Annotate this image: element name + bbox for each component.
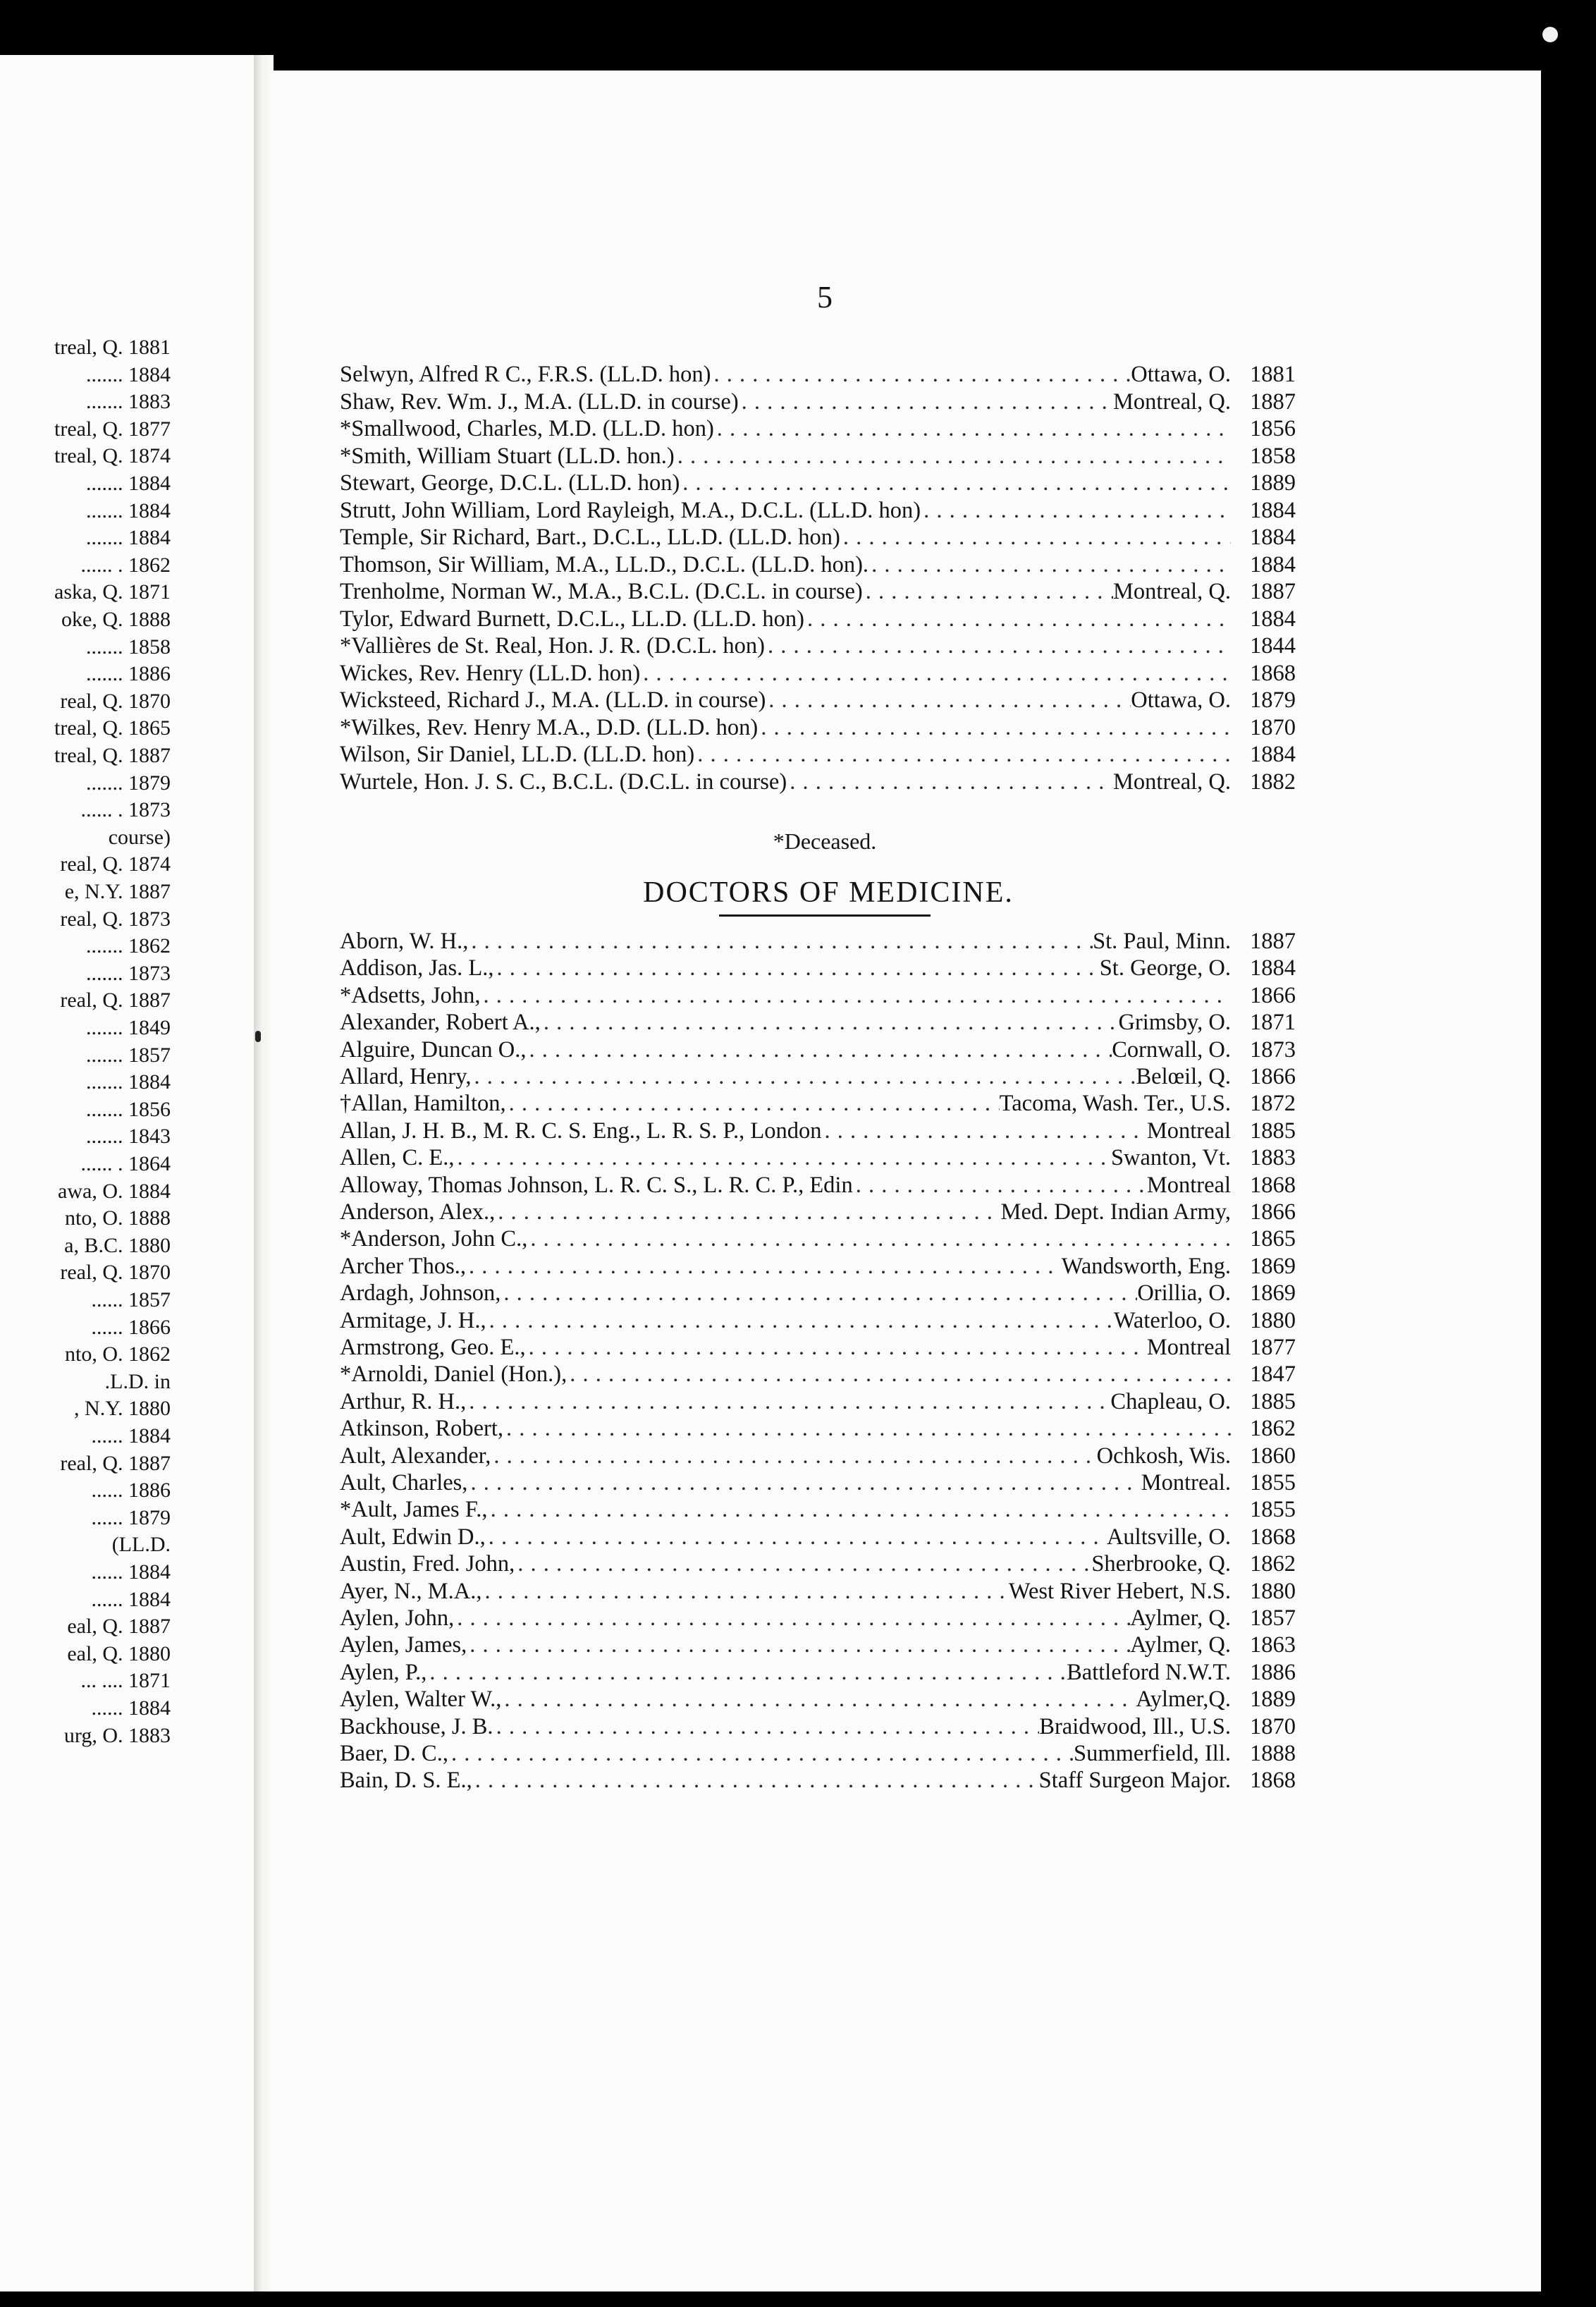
entry-year: 1877 <box>1250 1335 1296 1360</box>
entry-name: Bain, D. S. E., <box>340 1768 472 1794</box>
dot-leader <box>765 633 1231 659</box>
entry-name: Ardagh, Johnson, <box>340 1280 501 1307</box>
entry-row <box>340 389 1296 415</box>
entry-row <box>340 498 1296 524</box>
entry-row <box>340 769 1296 795</box>
entry-year: 1858 <box>1250 443 1296 469</box>
dot-leader <box>503 1416 1231 1442</box>
entry-place: Montreal <box>1146 1335 1231 1360</box>
facing-page-line: nto, O. 1888 <box>65 1206 171 1230</box>
facing-page-line: ....... 1884 <box>86 472 171 495</box>
entry-name: Aylen, P., <box>340 1659 427 1685</box>
facing-page-line: , N.Y. 1880 <box>74 1397 171 1421</box>
entry-name: †Allan, Hamilton, <box>340 1091 506 1117</box>
entry-place: St. George, O. <box>1099 955 1231 981</box>
entry-name: Ault, Charles, <box>340 1470 468 1495</box>
entry-year: 1870 <box>1250 714 1296 740</box>
dot-leader <box>468 929 1093 955</box>
dot-leader <box>711 362 1131 388</box>
entry-row <box>340 1064 1296 1090</box>
entry-year: 1866 <box>1250 1064 1296 1089</box>
heading-underline <box>719 914 931 917</box>
facing-page-line: ...... 1884 <box>91 1560 171 1584</box>
entry-row <box>340 470 1296 496</box>
entry-year: 1882 <box>1250 769 1296 795</box>
entry-name: Shaw, Rev. Wm. J., M.A. (LL.D. in course) <box>340 388 739 415</box>
facing-page-line: ...... . 1862 <box>80 553 171 577</box>
deceased-footnote: *Deceased. <box>773 828 877 854</box>
entry-name: Ault, Edwin D., <box>340 1524 486 1550</box>
entry-row <box>340 983 1296 1009</box>
dot-leader <box>466 1389 1110 1415</box>
facing-page-line: real, Q. 1870 <box>60 1261 171 1285</box>
entry-year: 1855 <box>1250 1470 1296 1495</box>
entry-name: *Vallières de St. Real, Hon. J. R. (D.C.L. hon) <box>340 633 765 659</box>
entry-row <box>340 362 1296 388</box>
entry-year: 1865 <box>1250 1226 1296 1252</box>
entry-year: 1887 <box>1250 929 1296 954</box>
entry-name: *Anderson, John C., <box>340 1226 528 1252</box>
entry-row <box>340 579 1296 605</box>
entry-name: *Smith, William Stuart (LL.D. hon.) <box>340 443 675 469</box>
entry-row <box>340 955 1296 981</box>
dot-leader <box>758 715 1231 741</box>
entry-year: 1885 <box>1250 1118 1296 1144</box>
entry-year: 1889 <box>1250 470 1296 496</box>
entry-year: 1860 <box>1250 1443 1296 1469</box>
entry-name: Trenholme, Norman W., M.A., B.C.L. (D.C.L. in course) <box>340 579 863 604</box>
entry-year: 1856 <box>1250 416 1296 441</box>
facing-page-line: ...... 1884 <box>91 1424 171 1448</box>
margin-ink-mark <box>255 1031 261 1042</box>
dot-leader <box>567 1361 1231 1388</box>
entry-row <box>340 1551 1296 1577</box>
entry-row <box>340 1605 1296 1632</box>
entry-year: 1871 <box>1250 1010 1296 1036</box>
entry-name: Wickes, Rev. Henry (LL.D. hon) <box>340 660 641 686</box>
facing-page-line: treal, Q. 1887 <box>54 744 171 767</box>
entry-row <box>340 633 1296 659</box>
facing-page-line: urg, O. 1883 <box>63 1723 171 1747</box>
facing-page-line: ...... 1857 <box>91 1288 171 1311</box>
entry-row <box>340 1335 1296 1361</box>
dot-leader <box>527 1226 1231 1252</box>
entry-name: Selwyn, Alfred R C., F.R.S. (LL.D. hon) <box>340 362 711 387</box>
dot-leader <box>482 1579 1009 1605</box>
dot-leader <box>472 1064 1136 1090</box>
facing-page-line: treal, Q. 1865 <box>54 716 171 740</box>
dot-leader <box>840 525 1231 551</box>
entry-name: Aborn, W. H., <box>340 929 469 954</box>
entry-year: 1855 <box>1250 1497 1296 1523</box>
entry-place: Montreal, Q. <box>1113 388 1231 415</box>
dot-leader <box>804 606 1231 632</box>
entry-row <box>340 1308 1296 1334</box>
entry-name: Aylen, James, <box>340 1632 467 1658</box>
facing-page-line: ....... 1858 <box>86 635 171 659</box>
dot-leader <box>853 1173 1147 1199</box>
entry-place: Grimsby, O. <box>1118 1010 1231 1036</box>
entry-year: 1868 <box>1250 1172 1296 1198</box>
facing-page-line: ....... 1857 <box>86 1043 171 1067</box>
entry-name: Wilson, Sir Daniel, LL.D. (LL.D. hon) <box>340 742 695 767</box>
entry-row <box>340 606 1296 632</box>
entry-row <box>340 1660 1296 1686</box>
dot-leader <box>921 498 1231 524</box>
dot-leader <box>467 1470 1141 1496</box>
facing-page-line: ....... 1873 <box>86 961 171 985</box>
entry-year: 1884 <box>1250 742 1296 767</box>
dot-leader <box>501 1687 1136 1713</box>
dot-leader <box>454 1145 1110 1171</box>
dot-leader <box>675 443 1231 470</box>
dot-leader <box>787 769 1113 795</box>
entry-place: Tacoma, Wash. Ter., U.S. <box>999 1091 1231 1117</box>
entry-place: Montreal <box>1146 1118 1231 1144</box>
entry-year: 1884 <box>1250 525 1296 550</box>
entry-year: 1887 <box>1250 579 1296 604</box>
dot-leader <box>454 1605 1130 1632</box>
facing-page-line: e, N.Y. 1887 <box>64 880 171 903</box>
facing-page-line: ....... 1886 <box>86 662 171 686</box>
entry-year: 1885 <box>1250 1388 1296 1414</box>
entry-place: St. Paul, Minn. <box>1093 929 1231 954</box>
dot-leader <box>495 1199 1000 1225</box>
entry-year: 1884 <box>1250 497 1296 523</box>
entry-name: Armstrong, Geo. E., <box>340 1335 526 1360</box>
facing-page-line: .L.D. in <box>104 1369 171 1393</box>
entry-row <box>340 1199 1296 1225</box>
facing-page-line: real, Q. 1870 <box>60 689 171 713</box>
entry-row <box>340 1443 1296 1469</box>
entry-year: 1884 <box>1250 955 1296 981</box>
entry-row <box>340 1714 1296 1740</box>
entry-row <box>340 1118 1296 1144</box>
entry-name: Austin, Fred. John, <box>340 1551 515 1577</box>
dot-leader <box>481 983 1231 1009</box>
entry-row <box>340 1389 1296 1415</box>
entry-year: 1883 <box>1250 1145 1296 1171</box>
facing-page-line: ....... 1884 <box>86 362 171 386</box>
dot-leader <box>506 1091 1000 1117</box>
entry-name: Aylen, John, <box>340 1605 455 1631</box>
entry-name: *Arnoldi, Daniel (Hon.), <box>340 1361 567 1388</box>
entry-row <box>340 1010 1296 1036</box>
entry-place: Wandsworth, Eng. <box>1061 1253 1231 1279</box>
entry-place: Ochkosh, Wis. <box>1096 1443 1231 1469</box>
entry-name: Tylor, Edward Burnett, D.C.L., LL.D. (LL.D. hon) <box>340 606 804 632</box>
entry-row <box>340 715 1296 741</box>
entry-year: 1862 <box>1250 1551 1296 1577</box>
facing-page-line: real, Q. 1887 <box>60 1451 171 1475</box>
entry-row <box>340 1280 1296 1307</box>
facing-page-line: ....... 1883 <box>86 390 171 414</box>
dot-leader <box>488 1497 1231 1523</box>
entry-row <box>340 687 1296 714</box>
facing-page-line: real, Q. 1873 <box>60 907 171 931</box>
entry-name: Alguire, Duncan O., <box>340 1036 527 1063</box>
entry-place: Battleford N.W.T. <box>1067 1659 1231 1685</box>
entry-year: 1866 <box>1250 1199 1296 1225</box>
facing-page-line: ....... 1884 <box>86 498 171 522</box>
entry-place: Summerfield, Ill. <box>1074 1741 1231 1766</box>
dot-leader <box>739 389 1113 415</box>
facing-page-line: ...... 1884 <box>91 1696 171 1720</box>
section-heading: DOCTORS OF MEDICINE. <box>643 876 1014 909</box>
entry-row <box>340 1416 1296 1442</box>
facing-page-line: oke, Q. 1888 <box>61 608 171 631</box>
entry-row <box>340 1632 1296 1658</box>
entry-year: 1868 <box>1250 1768 1296 1794</box>
entry-place: Montreal, Q. <box>1113 769 1231 795</box>
dot-leader <box>714 416 1231 442</box>
entry-name: Allen, C. E., <box>340 1145 455 1171</box>
entry-year: 1869 <box>1250 1253 1296 1279</box>
entry-year: 1869 <box>1250 1280 1296 1307</box>
entry-year: 1863 <box>1250 1632 1296 1658</box>
entry-name: Temple, Sir Richard, Bart., D.C.L., LL.D. (LL.D. hon) <box>340 525 840 550</box>
entry-name: Stewart, George, D.C.L. (LL.D. hon) <box>340 470 680 496</box>
entry-row <box>340 1741 1296 1767</box>
entry-year: 1879 <box>1250 687 1296 713</box>
entry-row <box>340 1145 1296 1171</box>
facing-page-line: real, Q. 1874 <box>60 852 171 876</box>
facing-page-line: ...... 1866 <box>91 1315 171 1339</box>
dot-leader <box>526 1335 1147 1361</box>
entry-name: *Adsetts, John, <box>340 982 481 1008</box>
entry-place: Chapleau, O. <box>1110 1388 1231 1414</box>
entry-name: Baer, D. C., <box>340 1741 448 1766</box>
facing-page-line: ....... 1884 <box>86 1070 171 1094</box>
entry-name: Atkinson, Robert, <box>340 1416 504 1442</box>
entry-year: 1857 <box>1250 1605 1296 1631</box>
entry-name: Backhouse, J. B. <box>340 1713 493 1739</box>
entry-place: Swanton, Vt. <box>1110 1145 1231 1171</box>
entry-name: *Wilkes, Rev. Henry M.A., D.D. (LL.D. hon) <box>340 714 759 740</box>
dot-leader <box>515 1551 1091 1577</box>
dot-leader <box>680 470 1231 496</box>
entry-year: 1847 <box>1250 1361 1296 1388</box>
entry-row <box>340 443 1296 470</box>
entry-name: Strutt, John William, Lord Rayleigh, M.A., D.C.L. (LL.D. hon) <box>340 497 921 523</box>
entry-name: Thomson, Sir William, M.A., LL.D., D.C.L. (LL.D. hon). <box>340 551 869 577</box>
facing-page-line: ... .... 1871 <box>80 1669 171 1693</box>
dot-leader <box>493 1714 1040 1740</box>
facing-page-line: ....... 1884 <box>86 526 171 550</box>
entry-year: 1881 <box>1250 362 1296 387</box>
entry-row <box>340 1361 1296 1388</box>
entry-name: Wurtele, Hon. J. S. C., B.C.L. (D.C.L. in course) <box>340 769 787 795</box>
entry-name: Archer Thos., <box>340 1253 467 1279</box>
entry-place: Waterloo, O. <box>1113 1307 1231 1333</box>
entry-year: 1844 <box>1250 633 1296 659</box>
facing-page-line: real, Q. 1887 <box>60 989 171 1012</box>
page-gutter <box>254 55 274 2291</box>
dot-leader <box>486 1524 1107 1550</box>
entry-year: 1884 <box>1250 606 1296 632</box>
entry-year: 1884 <box>1250 551 1296 577</box>
entry-place: Montreal <box>1146 1172 1231 1198</box>
entry-row <box>340 661 1296 687</box>
scan-corner-mark <box>1542 27 1558 42</box>
entry-row <box>340 1768 1296 1794</box>
facing-page-line: course) <box>108 825 171 849</box>
entry-place: Aultsville, O. <box>1106 1524 1231 1550</box>
facing-page-line: ...... 1886 <box>91 1479 171 1503</box>
entry-name: Alexander, Robert A., <box>340 1010 541 1036</box>
entry-name: Addison, Jas. L., <box>340 955 494 981</box>
facing-page-line: awa, O. 1884 <box>58 1179 171 1203</box>
dot-leader <box>472 1768 1039 1794</box>
entry-name: Aylen, Walter W., <box>340 1687 502 1713</box>
facing-page-line: ...... . 1873 <box>80 798 171 822</box>
facing-page-line: treal, Q. 1877 <box>54 417 171 441</box>
entry-row <box>340 525 1296 551</box>
entry-name: Anderson, Alex., <box>340 1199 496 1225</box>
facing-page-line: aska, Q. 1871 <box>54 580 171 604</box>
entry-name: Ayer, N., M.A., <box>340 1578 482 1604</box>
entry-year: 1888 <box>1250 1741 1296 1766</box>
entry-row <box>340 1254 1296 1280</box>
entry-year: 1873 <box>1250 1036 1296 1063</box>
entry-place: Orillia, O. <box>1137 1280 1231 1307</box>
dot-leader <box>486 1308 1114 1334</box>
facing-page-line: eal, Q. 1887 <box>67 1615 171 1639</box>
facing-page-line: eal, Q. 1880 <box>67 1641 171 1665</box>
entry-name: Allard, Henry, <box>340 1064 472 1089</box>
facing-page-line: ....... 1856 <box>86 1097 171 1121</box>
entry-place: Belœil, Q. <box>1136 1064 1231 1089</box>
entry-place: Aylmer, Q. <box>1130 1632 1231 1658</box>
entry-row <box>340 1579 1296 1605</box>
facing-page-line: ...... . 1864 <box>80 1152 171 1175</box>
entry-name: Alloway, Thomas Johnson, L. R. C. S., L. R. C. P., Edin <box>340 1172 853 1198</box>
entry-name: Armitage, J. H., <box>340 1307 486 1333</box>
facing-page-fragment <box>0 55 254 2291</box>
dot-leader <box>493 955 1099 981</box>
entry-year: 1889 <box>1250 1687 1296 1713</box>
entry-row <box>340 1091 1296 1117</box>
entry-year: 1872 <box>1250 1091 1296 1117</box>
dot-leader <box>863 579 1113 605</box>
facing-page-line: nto, O. 1862 <box>65 1342 171 1366</box>
entry-place: Staff Surgeon Major. <box>1038 1768 1231 1794</box>
facing-page-line: treal, Q. 1874 <box>54 444 171 468</box>
entry-place: Ottawa, O. <box>1131 362 1231 387</box>
entry-row <box>340 1173 1296 1199</box>
facing-page-line: ...... 1879 <box>91 1505 171 1529</box>
entry-row <box>340 552 1296 578</box>
entry-name: *Smallwood, Charles, M.D. (LL.D. hon) <box>340 416 714 441</box>
page-number: 5 <box>817 280 833 314</box>
entry-place: Aylmer,Q. <box>1136 1687 1231 1713</box>
entry-name: *Ault, James F., <box>340 1497 488 1523</box>
entry-place: Aylmer, Q. <box>1130 1605 1231 1631</box>
entry-place: Cornwall, O. <box>1112 1036 1231 1063</box>
facing-page-line: (LL.D. <box>111 1533 171 1557</box>
entry-row <box>340 1497 1296 1523</box>
entry-row <box>340 929 1296 955</box>
entry-year: 1868 <box>1250 660 1296 686</box>
dot-leader <box>766 687 1131 714</box>
entry-year: 1886 <box>1250 1659 1296 1685</box>
facing-page-line: ....... 1849 <box>86 1016 171 1039</box>
dot-leader <box>541 1010 1119 1036</box>
entry-row <box>340 1470 1296 1496</box>
facing-page-line: ....... 1879 <box>86 771 171 795</box>
entry-place: Braidwood, Ill., U.S. <box>1039 1713 1231 1739</box>
entry-year: 1880 <box>1250 1578 1296 1604</box>
dot-leader <box>491 1443 1096 1469</box>
entry-place: Ottawa, O. <box>1131 687 1231 713</box>
entry-year: 1887 <box>1250 388 1296 415</box>
entry-row <box>340 1687 1296 1713</box>
facing-page-line: ...... 1884 <box>91 1587 171 1611</box>
entry-name: Allan, J. H. B., M. R. C. S. Eng., L. R. S. P., London <box>340 1118 822 1144</box>
dot-leader <box>448 1741 1074 1767</box>
facing-page-line: ....... 1843 <box>86 1125 171 1149</box>
entry-place: Montreal, Q. <box>1113 579 1231 604</box>
entry-name: Ault, Alexander, <box>340 1443 491 1469</box>
dot-leader <box>821 1118 1146 1144</box>
entry-row <box>340 742 1296 768</box>
entry-row <box>340 1037 1296 1063</box>
facing-page-line: ....... 1862 <box>86 934 171 958</box>
entry-name: Arthur, R. H., <box>340 1388 467 1414</box>
entry-year: 1880 <box>1250 1307 1296 1333</box>
dot-leader <box>467 1632 1130 1658</box>
entry-name: Wicksteed, Richard J., M.A. (LL.D. in course) <box>340 687 766 713</box>
entry-year: 1866 <box>1250 982 1296 1008</box>
dot-leader <box>426 1660 1067 1686</box>
entry-place: West River Hebert, N.S. <box>1008 1578 1231 1604</box>
dot-leader <box>868 552 1231 578</box>
dot-leader <box>694 742 1231 768</box>
dot-leader <box>466 1254 1062 1280</box>
dot-leader <box>640 661 1231 687</box>
entry-year: 1862 <box>1250 1416 1296 1442</box>
entry-place: Med. Dept. Indian Army, <box>1000 1199 1231 1225</box>
entry-place: Sherbrooke, Q. <box>1091 1551 1231 1577</box>
entry-place: Montreal. <box>1141 1470 1231 1495</box>
facing-page-line: treal, Q. 1881 <box>54 336 171 359</box>
entry-row <box>340 1226 1296 1252</box>
entry-year: 1870 <box>1250 1713 1296 1739</box>
entry-year: 1868 <box>1250 1524 1296 1550</box>
facing-page-line: a, B.C. 1880 <box>64 1233 171 1257</box>
entry-row <box>340 1524 1296 1550</box>
entry-row <box>340 416 1296 442</box>
dot-leader <box>526 1037 1112 1063</box>
dot-leader <box>501 1280 1137 1307</box>
